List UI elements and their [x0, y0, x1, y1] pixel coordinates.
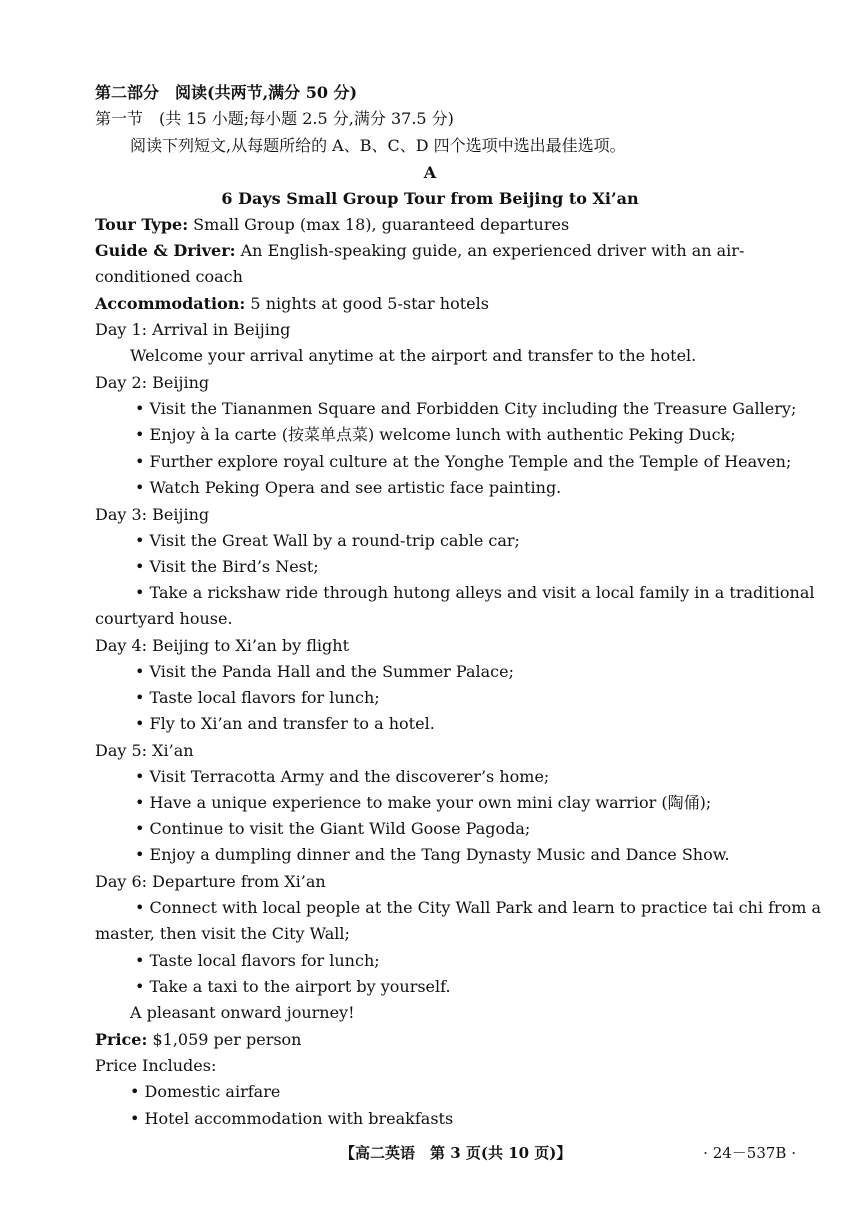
- day3-item-continued: courtyard house.: [95, 609, 233, 628]
- day3-item: • Visit the Bird’s Nest;: [135, 557, 319, 576]
- day4-item: • Fly to Xi’an and transfer to a hotel.: [135, 714, 435, 733]
- day5-item: • Have a unique experience to make your own mini clay warrior (陶俑);: [135, 793, 712, 812]
- section-heading: 第一节 (共 15 小题;每小题 2.5 分,满分 37.5 分): [95, 109, 454, 128]
- price-includes-label: Price Includes:: [95, 1056, 217, 1075]
- passage-title: 6 Days Small Group Tour from Beijing to Xi’an: [221, 189, 639, 208]
- exam-code: · 24－537B ·: [703, 1144, 796, 1162]
- day6-item: • Take a taxi to the airport by yourself.: [135, 977, 451, 996]
- day3-title: Day 3: Beijing: [95, 505, 210, 524]
- accommodation-label: Accommodation:: [95, 294, 246, 313]
- price-include-item: • Domestic airfare: [130, 1082, 281, 1101]
- guide-label: Guide & Driver:: [95, 241, 236, 260]
- day6-item-continued: master, then visit the City Wall;: [95, 924, 350, 943]
- tour-type-label: Tour Type:: [95, 215, 189, 234]
- day1-text: Welcome your arrival anytime at the airport and transfer to the hotel.: [130, 346, 697, 365]
- tour-type-line: [95, 212, 800, 238]
- day2-item: • Visit the Tiananmen Square and Forbidden City including the Treasure Gallery;: [135, 399, 797, 418]
- day3-item: • Take a rickshaw ride through hutong alleys and visit a local family in a traditional: [135, 583, 815, 602]
- day5-item: • Enjoy a dumpling dinner and the Tang Dynasty Music and Dance Show.: [135, 845, 730, 864]
- day6-title: Day 6: Departure from Xi’an: [95, 872, 326, 891]
- accommodation-line: [95, 291, 800, 317]
- price-value: $1,059 per person: [147, 1030, 302, 1049]
- accommodation-value: 5 nights at good 5-star hotels: [245, 294, 489, 313]
- day2-item: • Enjoy à la carte (按菜单点菜) welcome lunch with authentic Peking Duck;: [135, 425, 736, 444]
- day2-item: • Watch Peking Opera and see artistic face painting.: [135, 478, 562, 497]
- guide-line: [95, 238, 800, 290]
- day2-item: • Further explore royal culture at the Yonghe Temple and the Temple of Heaven;: [135, 452, 792, 471]
- price-label: Price:: [95, 1030, 148, 1049]
- passage-letter: A: [423, 163, 437, 182]
- part-heading: 第二部分 阅读(共两节,满分 50 分): [95, 83, 358, 102]
- guide-value: An English-speaking guide, an experienced driver with an air-conditioned coach: [95, 241, 745, 286]
- day5-item: • Visit Terracotta Army and the discoverer’s home;: [135, 767, 550, 786]
- price-line: [95, 1027, 800, 1053]
- day4-item: • Visit the Panda Hall and the Summer Palace;: [135, 662, 514, 681]
- page-number-label: 【高二英语 第 3 页(共 10 页)】: [340, 1144, 572, 1162]
- instruction-text: 阅读下列短文,从每题所给的 A、B、C、D 四个选项中选出最佳选项。: [130, 136, 626, 155]
- tour-type-value: Small Group (max 18), guaranteed departures: [188, 215, 570, 234]
- day6-item: • Taste local flavors for lunch;: [135, 951, 380, 970]
- day1-title: Day 1: Arrival in Beijing: [95, 320, 291, 339]
- day6-item: • Connect with local people at the City Wall Park and learn to practice tai chi from a: [135, 898, 822, 917]
- day2-title: Day 2: Beijing: [95, 373, 210, 392]
- day4-title: Day 4: Beijing to Xi’an by flight: [95, 636, 350, 655]
- day4-item: • Taste local flavors for lunch;: [135, 688, 380, 707]
- closing-line: A pleasant onward journey!: [130, 1003, 355, 1022]
- price-include-item: • Hotel accommodation with breakfasts: [130, 1109, 454, 1128]
- day5-item: • Continue to visit the Giant Wild Goose Pagoda;: [135, 819, 531, 838]
- day5-title: Day 5: Xi’an: [95, 741, 194, 760]
- day3-item: • Visit the Great Wall by a round-trip cable car;: [135, 531, 520, 550]
